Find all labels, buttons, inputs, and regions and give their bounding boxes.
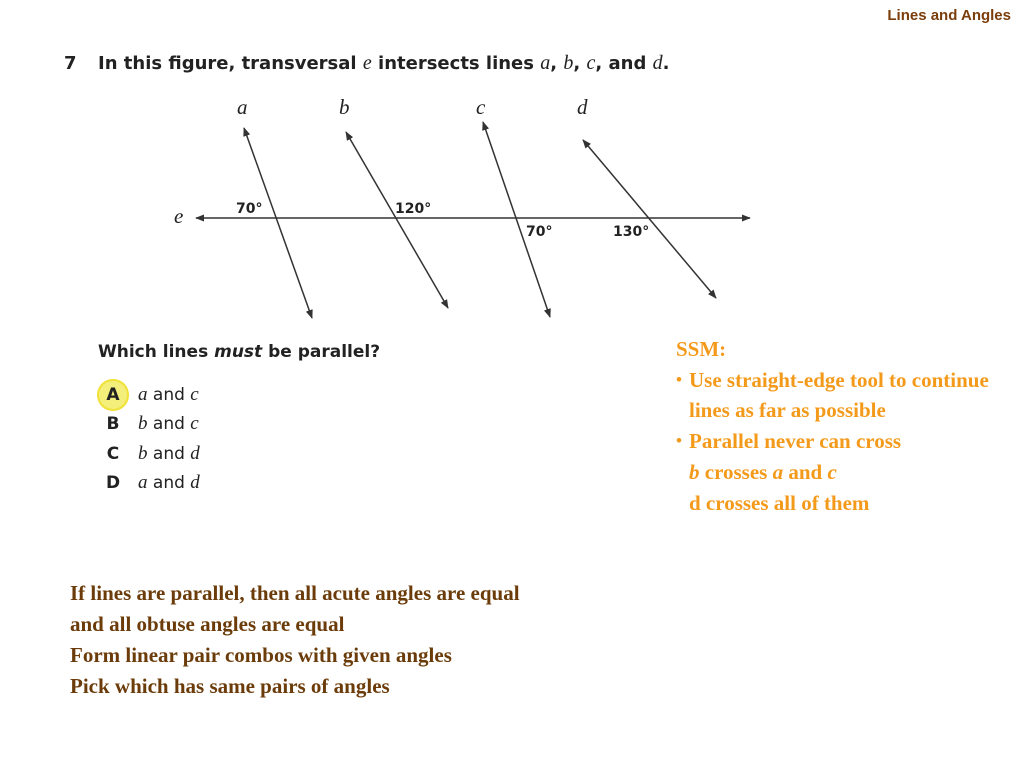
transversal-label: e xyxy=(362,52,372,74)
choice-text: b and c xyxy=(138,413,199,435)
angle-c: 70° xyxy=(526,224,553,240)
prompt-emphasis: must xyxy=(214,342,263,362)
prompt-after: be parallel? xyxy=(268,342,381,362)
choice-d[interactable] xyxy=(88,469,200,499)
ssm-crossing-line: b crosses a and c xyxy=(689,459,837,484)
notes-line-3: Form linear pair combos with given angles xyxy=(70,643,452,667)
prompt-before: Which lines xyxy=(98,342,209,362)
question-comma-1: , xyxy=(550,53,558,74)
question-number: 7 xyxy=(64,53,77,74)
notes-line-4: Pick which has same pairs of angles xyxy=(70,674,390,698)
question-line-b: b xyxy=(563,52,574,74)
notes-line-1: If lines are parallel, then all acute angles are equal xyxy=(70,581,520,605)
question-text-middle: intersects lines xyxy=(378,53,534,74)
ssm-notes xyxy=(676,334,996,518)
label-c: c xyxy=(476,95,486,119)
slide-title: Lines and Angles xyxy=(887,7,1011,24)
angle-d: 130° xyxy=(613,224,650,240)
question-line-a: a xyxy=(540,52,551,74)
ssm-list xyxy=(676,365,996,457)
choice-text: b and d xyxy=(138,442,200,464)
label-a: a xyxy=(237,95,248,119)
choice-a[interactable] xyxy=(88,380,200,410)
line-d xyxy=(583,140,716,298)
line-a xyxy=(244,128,312,318)
question-prompt xyxy=(98,342,380,362)
question-comma-3: , and xyxy=(595,53,647,74)
angle-a: 70° xyxy=(236,201,263,217)
question-line-c: c xyxy=(586,52,596,74)
answer-choices xyxy=(88,380,200,498)
notes-line-2: and all obtuse angles are equal xyxy=(70,612,345,636)
choice-letter: C xyxy=(106,443,120,464)
ssm-line-3: d crosses all of them xyxy=(689,490,870,515)
ssm-title: SSM: xyxy=(676,337,727,361)
choice-b[interactable] xyxy=(88,410,200,440)
question-line-d: d xyxy=(652,52,663,74)
choice-letter: A xyxy=(88,379,138,411)
line-b xyxy=(346,132,448,308)
label-b: b xyxy=(339,95,350,119)
angle-b: 120° xyxy=(395,201,432,217)
ssm-bullet-1: • Use straight-edge tool to continue lines as far as possible xyxy=(676,365,996,426)
question-comma-2: , xyxy=(573,53,581,74)
choice-letter: D xyxy=(105,473,121,494)
line-c xyxy=(483,122,553,317)
label-d: d xyxy=(577,95,588,119)
question-period: . xyxy=(662,53,670,74)
question-text-before: In this figure, transversal xyxy=(98,53,357,74)
choice-text: a and d xyxy=(138,472,200,494)
ssm-bullet-2: • Parallel never can cross xyxy=(676,426,996,457)
choice-c[interactable] xyxy=(88,439,200,469)
choice-letter: B xyxy=(106,414,120,435)
choice-text: a and c xyxy=(138,383,199,405)
label-e: e xyxy=(174,204,184,228)
hint-notes xyxy=(70,578,520,702)
